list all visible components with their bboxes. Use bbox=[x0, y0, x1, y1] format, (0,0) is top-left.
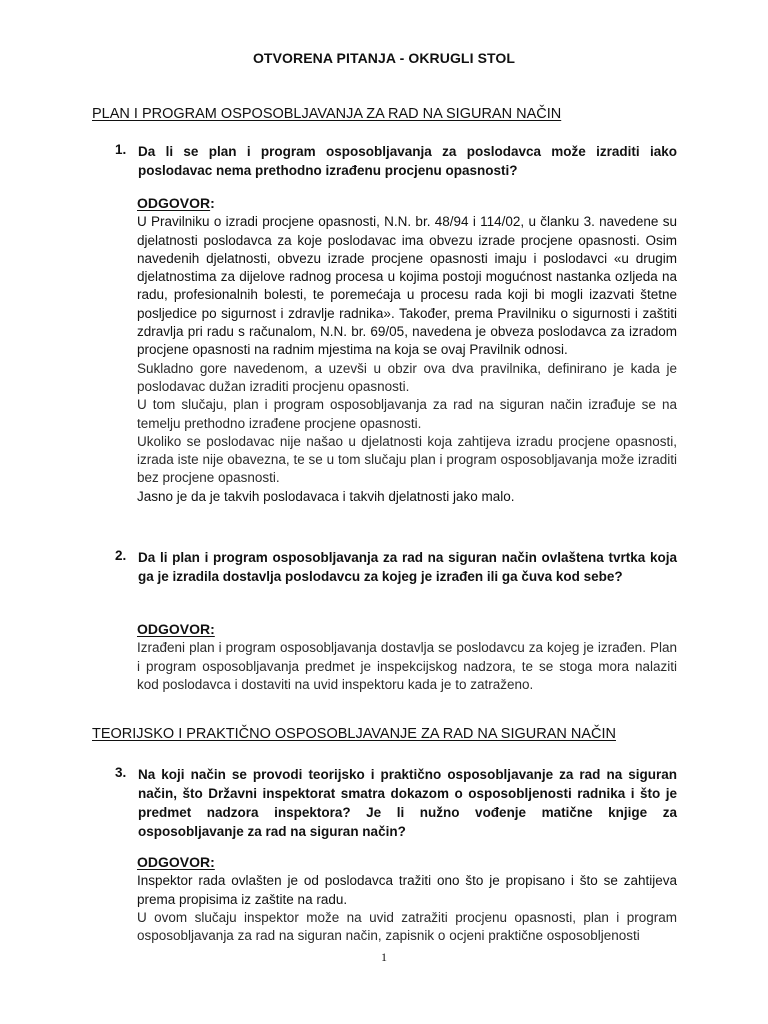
question-text: Da li se plan i program osposobljavanja za poslodavca može izraditi iako poslodavac nema prethodno izrađenu procjenu opasnosti? bbox=[138, 144, 677, 178]
answer-2 bbox=[137, 620, 677, 694]
document-title: OTVORENA PITANJA - OKRUGLI STOL bbox=[252, 50, 516, 66]
answer-label: ODGOVOR: bbox=[137, 854, 215, 870]
question-number: 2. bbox=[115, 548, 127, 563]
section-heading-plan-program: PLAN I PROGRAM OSPOSOBLJAVANJA ZA RAD NA SIGURAN NAČIN bbox=[92, 106, 562, 122]
answer-paragraph: U ovom slučaju inspektor može na uvid zatražiti procjenu opasnosti, plan i program osposobljavanja za rad na siguran način, zapisnik o ocjeni praktične osposobljenosti bbox=[137, 909, 677, 944]
answer-1 bbox=[137, 194, 677, 506]
answer-paragraph: Jasno je da je takvih poslodavaca i takvih djelatnosti jako malo. bbox=[137, 488, 515, 504]
question-number: 3. bbox=[115, 765, 127, 780]
question-number: 1. bbox=[115, 142, 127, 157]
section-heading-teorijsko-prakticno: TEORIJSKO I PRAKTIČNO OSPOSOBLJAVANJE ZA RAD NA SIGURAN NAČIN bbox=[92, 726, 616, 742]
answer-label: ODGOVOR: bbox=[137, 621, 215, 637]
answer-paragraph: U Pravilniku o izradi procjene opasnosti, N.N. br. 48/94 i 114/02, u članku 3. navedene su djelatnosti poslodavca za koje poslodavac ima obvezu izrade procjene opasnosti. Osim navedenih djelatnosti, obvezu izrade procjene opasnosti imaju i poslodavci «u drugim djelatnostima za dijelove radnog procesa u kojima postoji mogućnost nastanka ozljeda na radu, profesionalnih bolesti, te poremećaja u procesu rada koji bi mogli izazvati štetne posljedice po sigurnost i zdravlje radnika». Također, prema Pravilniku o sigurnosti i zaštiti zdravlja pri radu s računalom, N.N. br. 69/05, navedena je obveza poslodavca za izradom procjene opasnosti na radnim mjestima na koja se ovaj Pravilnik odnosi. bbox=[137, 214, 677, 358]
answer-paragraph: Ukoliko se poslodavac nije našao u djelatnosti koja zahtijeva izradu procjene opasnosti, izrada iste nije obavezna, te se u tom slučaju plan i program osposobljavanja može izraditi bez procjene opasnosti. bbox=[137, 433, 677, 486]
answer-paragraph: Sukladno gore navedenom, a uzevši u obzir ova dva pravilnika, definirano je kada je poslodavac dužan izraditi procjenu opasnosti. bbox=[137, 360, 677, 394]
answer-paragraph: Izrađeni plan i program osposobljavanja dostavlja se poslodavcu za kojeg je izrađen. Plan i program osposobljavanja predmet je inspekcijskog nadzora, te se stoga mora nalaziti kod poslodavca i dostaviti na uvid inspektoru kada je to zatraženo. bbox=[137, 640, 677, 692]
question-text: Na koji način se provodi teorijsko i praktično osposobljavanje za rad na siguran način, što Državni inspektorat smatra dokazom o osposobljenosti radnika i što je predmet nadzora inspektora? Je li nužno vođenje matične knjige za osposobljavanje za rad na siguran način? bbox=[138, 767, 677, 839]
answer-3 bbox=[137, 853, 677, 945]
answer-paragraph: U tom slučaju, plan i program osposobljavanja za rad na siguran način izrađuje se na temelju prethodno izrađene procjene opasnosti. bbox=[137, 397, 677, 431]
answer-label: ODGOVOR: bbox=[137, 195, 215, 211]
page-number: 1 bbox=[381, 950, 387, 964]
question-text: Da li plan i program osposobljavanja za rad na siguran način ovlaštena tvrtka koja ga je izradila dostavlja poslodavcu za kojeg je izrađen ili ga čuva kod sebe? bbox=[138, 550, 677, 584]
answer-paragraph: Inspektor rada ovlašten je od poslodavca tražiti ono što je propisano i što se zahtijeva prema propisima iz zaštite na radu. bbox=[137, 873, 677, 907]
